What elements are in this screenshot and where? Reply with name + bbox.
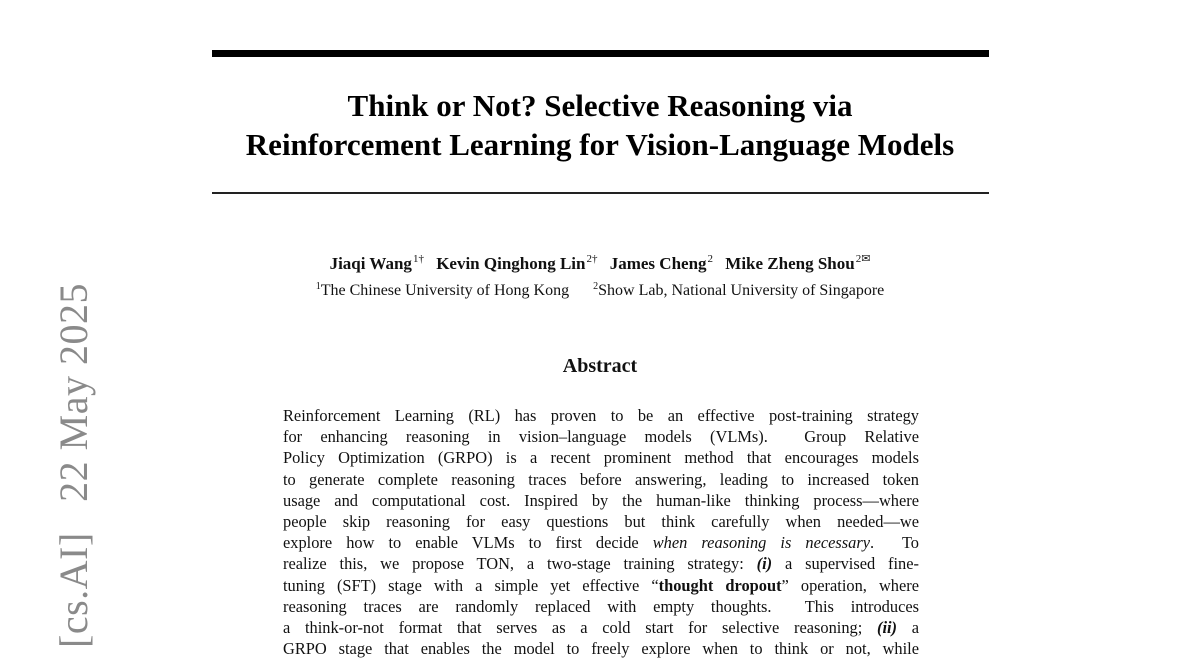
abstract-line: for enhancing reasoning in vision–language models (VLMs). Group Relative	[283, 427, 919, 447]
title-top-rule	[212, 50, 989, 57]
affiliation: $^2$Show Lab, National University of Singapore	[593, 281, 885, 299]
title-line-2: Reinforcement Learning for Vision-Language Models	[245, 127, 955, 162]
affiliation-list	[200, 276, 1000, 302]
paper-title	[200, 86, 1000, 164]
author: Jiaqi Wang$^{1\dagger}$	[329, 253, 424, 273]
affiliation: $^1$The Chinese University of Hong Kong	[315, 281, 570, 299]
arxiv-side-stamp	[51, 283, 96, 648]
author: Kevin Qinghong Lin$^{2\dagger}$	[436, 253, 598, 273]
arxiv-category: [cs.AI]	[51, 532, 96, 648]
author: Mike Zheng Shou$^{2✉}$	[725, 253, 871, 273]
abstract-line: GRPO stage that enables the model to freely explore when to think or not, while	[283, 639, 919, 659]
title-bottom-rule	[212, 192, 989, 194]
title-line-1: Think or Not? Selective Reasoning via	[347, 88, 853, 123]
abstract-line: tuning (SFT) stage with a simple yet effective “thought dropout” operation, where	[283, 575, 919, 595]
arxiv-date: 22 May 2025	[51, 283, 96, 502]
abstract-line: usage and computational cost. Inspired by the human-like thinking process—where	[283, 490, 919, 510]
abstract-line: explore how to enable VLMs to first decide when reasoning is necessary. To	[283, 533, 920, 553]
author: James Cheng$^2$	[609, 253, 714, 273]
abstract-line: to generate complete reasoning traces before answering, leading to increased token	[283, 469, 919, 489]
abstract-line: people skip reasoning for easy questions but think carefully when needed—we	[283, 511, 919, 531]
abstract-body	[283, 405, 919, 659]
abstract-line: reasoning traces are randomly replaced with empty thoughts. This introduces	[283, 596, 919, 616]
abstract-line: a think-or-not format that serves as a cold start for selective reasoning; (ii) a	[283, 617, 919, 637]
abstract-line: Reinforcement Learning (RL) has proven to be an effective post-training strategy	[283, 406, 919, 425]
abstract-line: realize this, we propose TON, a two-stage training strategy: (i) a supervised fine-	[283, 554, 919, 574]
author-list	[200, 248, 1000, 275]
abstract-heading: Abstract	[562, 355, 638, 377]
abstract-line: Policy Optimization (GRPO) is a recent prominent method that encourages models	[283, 448, 919, 468]
